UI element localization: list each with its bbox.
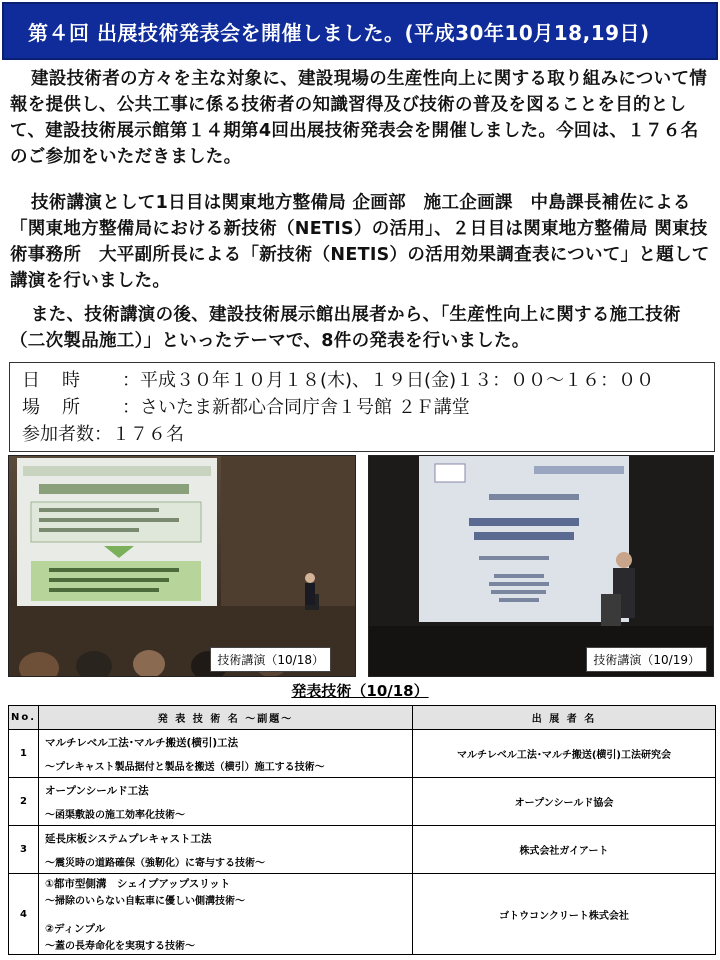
row-tech — [39, 778, 413, 826]
page-title: 第４回 出展技術発表会を開催しました。(平成30年10月18,19日) — [28, 20, 650, 45]
tech-title: 延長床板システムプレキャスト工法 — [45, 832, 212, 845]
info-row-attendees — [22, 421, 702, 448]
row-org: 株式会社ガイアート — [413, 826, 716, 874]
row-no: 3 — [9, 826, 39, 874]
info-row-date — [22, 367, 702, 394]
lecture-photo-right — [368, 455, 714, 677]
tech-title: ①都市型側溝 シェイプアップスリット — [45, 878, 231, 890]
page-header — [2, 2, 718, 60]
table-row — [9, 730, 716, 778]
tech-subtitle: ～函渠敷設の施工効率化技術～ — [45, 809, 185, 821]
place-label: 場 所 — [22, 397, 82, 418]
tech-subtitle: ～震災時の道路確保（強靭化）に寄与する技術～ — [45, 857, 265, 869]
tech-title: マルチレベル工法･マルチ搬送(横引)工法 — [45, 736, 239, 749]
header-org: 出 展 者 名 — [413, 706, 716, 730]
table-row — [9, 874, 716, 955]
lecture-paragraph: 技術講演として1日目は関東地方整備局 企画部 施工企画課 中島課長補佐による「関東地方整備局における新技術（NETIS）の活用」、２日目は関東地方整備局 関東技術事務所 大平副所長による「新技術（NETIS）の活用効果調査表について」と題して講演を行いました。 — [10, 193, 710, 291]
row-no: 4 — [9, 874, 39, 955]
date-label: 日 時 — [22, 370, 82, 391]
presentation-table — [8, 705, 716, 955]
table-row — [9, 826, 716, 874]
row-org: マルチレベル工法･マルチ搬送(横引)工法研究会 — [413, 730, 716, 778]
intro-paragraph: 建設技術者の方々を主な対象に、建設現場の生産性向上に関する取り組みについて情報を提供し、公共工事に係る技術者の知識習得及び技術の普及を図ることを目的として、建設技術展示館第１４期第4回出展技術発表会を開催しました。今回は、１７６名のご参加をいただきました。 — [10, 69, 708, 167]
row-tech — [39, 826, 413, 874]
lecture-photo-right-image — [369, 456, 714, 677]
row-tech — [39, 874, 413, 955]
tech-subtitle-2: ～蓋の長寿命化を実現する技術～ — [45, 941, 195, 952]
row-org: オープンシールド協会 — [413, 778, 716, 826]
table-header-row — [9, 706, 716, 730]
row-tech — [39, 730, 413, 778]
right-photo-caption: 技術講演（10/19） — [586, 647, 707, 672]
header-no: No. — [9, 706, 39, 730]
table-title: 発表技術（10/18） — [291, 682, 429, 700]
presentation-paragraph: また、技術講演の後、建設技術展示館出展者から、「生産性向上に関する施工技術（二次製品施工）」といったテーマで、8件の発表を行いました。 — [10, 305, 681, 351]
tech-title-2: ②ディンプル — [45, 923, 106, 935]
row-no: 1 — [9, 730, 39, 778]
lecture-photo-left-image — [9, 456, 356, 677]
left-photo-caption: 技術講演（10/18） — [210, 647, 331, 672]
tech-subtitle: ～掃除のいらない自転車に優しい側溝技術～ — [45, 896, 245, 907]
attendees-label: 参加者数 — [22, 424, 94, 445]
tech-subtitle: ～プレキャスト製品据付と製品を搬送（横引）施工する技術～ — [45, 761, 325, 773]
place-value: ：さいたま新都心合同庁舎１号館 ２Ｆ講堂 — [122, 397, 470, 418]
attendees-value: ：１７６名 — [94, 424, 184, 445]
event-info-box — [9, 362, 715, 452]
row-org: ゴトウコンクリート株式会社 — [413, 874, 716, 955]
info-row-place — [22, 394, 702, 421]
header-tech: 発 表 技 術 名 ～副題～ — [39, 706, 413, 730]
lecture-photo-left — [8, 455, 356, 677]
table-row — [9, 778, 716, 826]
date-value: ：平成３０年１０月１８(木)、１９日(金)１３：００～１６：００ — [122, 370, 655, 391]
tech-title: オープンシールド工法 — [45, 784, 149, 797]
row-no: 2 — [9, 778, 39, 826]
